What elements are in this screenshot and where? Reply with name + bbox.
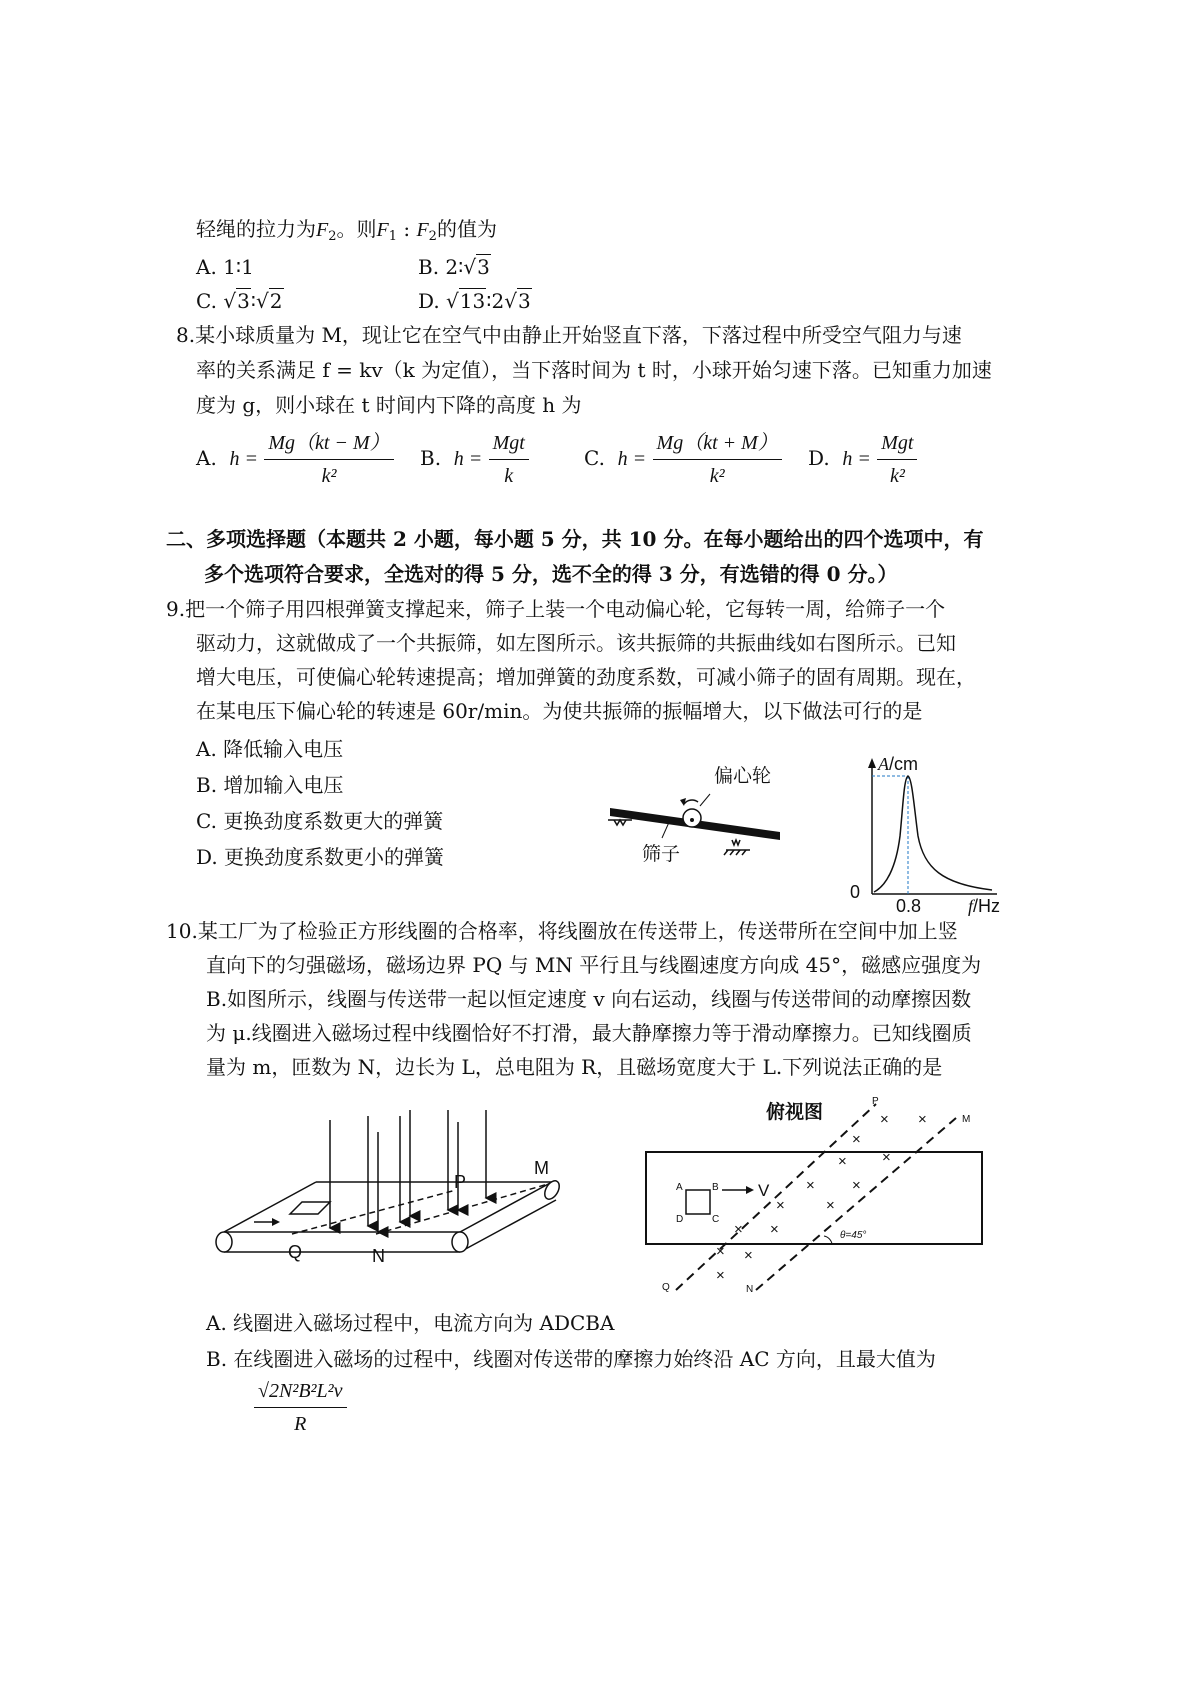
section2-heading-1: 二、多项选择题（本题共 2 小题，每小题 5 分，共 10 分。在每小题给出的四个选项中，有 xyxy=(166,527,984,551)
angle-arc xyxy=(824,1236,832,1244)
svg-text:×: × xyxy=(918,1111,927,1128)
q8-option-a: A. h = $\frac{Mg(kt - M)}{\text{k²}}$ xyxy=(196,430,394,489)
q9-line-3: 增大电压，可使偏心轮转速提高；增加弹簧的劲度系数，可减小筛子的固有周期。现在， xyxy=(196,665,976,689)
q8-option-c: C. h = $\frac{Mg(kt + M)}{\text{k²}}$ xyxy=(584,430,782,489)
q9-line-1: 9.把一个筛子用四根弹簧支撑起来，筛子上装一个电动偏心轮，它每转一周，给筛子一个 xyxy=(166,597,946,621)
belt-direction-arrow-icon xyxy=(254,1218,280,1226)
belt-outline xyxy=(646,1152,982,1244)
q9-sieve-figure xyxy=(600,760,800,870)
belt xyxy=(216,1178,562,1252)
q7-option-c: C. √3∶√2 xyxy=(196,289,283,313)
q7-tail-line: 轻绳的拉力为$F_2$。则$F_1$ : $F_2$的值为 xyxy=(196,217,497,244)
svg-text:×: × xyxy=(852,1131,861,1148)
wheel-leader-line xyxy=(700,794,710,806)
label-q: Q xyxy=(288,1242,303,1262)
svg-text:×: × xyxy=(776,1197,785,1214)
svg-text:×: × xyxy=(806,1177,815,1194)
label-n: N xyxy=(746,1284,754,1295)
label-n: N xyxy=(372,1246,385,1266)
peak-tick-label: 0.8 xyxy=(896,896,922,916)
svg-text:×: × xyxy=(838,1153,847,1170)
q9-option-b: B. 增加输入电压 xyxy=(196,773,344,797)
q7-option-b: B. 2∶√3 xyxy=(418,255,490,279)
q9-option-c: C. 更换劲度系数更大的弹簧 xyxy=(196,809,444,833)
svg-text:×: × xyxy=(734,1221,743,1238)
svg-text:×: × xyxy=(852,1177,861,1194)
velocity-arrow-icon xyxy=(722,1186,754,1194)
q10-option-b: B. 在线圈进入磁场的过程中，线圈对传送带的摩擦力始终沿 AC 方向，且最大值为 xyxy=(206,1347,936,1371)
right-spring-icon xyxy=(724,840,750,855)
q7-option-a: A. 1∶1 xyxy=(196,255,254,279)
velocity-label: V xyxy=(758,1181,770,1200)
label-p: P xyxy=(454,1172,467,1192)
q10-line-3: B.如图所示，线圈与传送带一起以恒定速度 v 向右运动，线圈与传送带间的动摩擦因数 xyxy=(206,987,972,1011)
coil-corner-d: D xyxy=(676,1214,684,1225)
top-view-title: 俯视图 xyxy=(766,1102,824,1123)
resonance-curve xyxy=(874,776,992,892)
coil-square xyxy=(686,1190,710,1214)
q8-line-2: 率的关系满足 f = kv（k 为定值），当下落时间为 t 时，小球开始匀速下落。已知重力加速 xyxy=(196,358,992,382)
q10-line-4: 为 μ.线圈进入磁场过程中线圈恰好不打滑，最大静摩擦力等于滑动摩擦力。已知线圈质 xyxy=(206,1021,972,1045)
y-axis-arrow-icon xyxy=(868,758,876,768)
q9-option-d: D. 更换劲度系数更小的弹簧 xyxy=(196,845,445,869)
q9-line-2: 驱动力，这就做成了一个共振筛，如左图所示。该共振筛的共振曲线如右图所示。已知 xyxy=(196,631,956,655)
svg-text:×: × xyxy=(826,1197,835,1214)
q10-option-b-fraction: $\frac{\text{√2N²B²L²v}}{R}$ xyxy=(254,1378,347,1437)
label-m: M xyxy=(534,1158,549,1178)
coil-corner-c: C xyxy=(712,1214,720,1225)
coil-corner-a: A xyxy=(676,1182,683,1193)
q10-line-5: 量为 m，匝数为 N，边长为 L，总电阻为 R，且磁场宽度大于 L.下列说法正确的是 xyxy=(206,1055,943,1079)
q8-option-d: D. h = $\frac{\text{Mgt}}{\text{k²}}$ xyxy=(808,430,917,489)
coil-corner-b: B xyxy=(712,1182,719,1193)
label-m: M xyxy=(962,1114,971,1125)
q8-option-b: B. h = $\frac{\text{Mgt}}{k}$ xyxy=(420,430,529,489)
origin-label: 0 xyxy=(850,882,861,902)
q8-line-1: 8.某小球质量为 M，现让它在空气中由静止开始竖直下落，下落过程中所受空气阻力与速 xyxy=(176,323,962,347)
label-q: Q xyxy=(662,1282,670,1293)
label-p: P xyxy=(872,1096,879,1107)
wheel-label: 偏心轮 xyxy=(714,766,772,787)
q9-chart-x-label: f/Hz xyxy=(968,896,1001,916)
svg-text:×: × xyxy=(744,1247,753,1264)
left-spring-icon xyxy=(608,820,632,825)
svg-text:×: × xyxy=(770,1221,779,1238)
y-axis-label: A/cm xyxy=(878,754,918,774)
q10-top-view-figure xyxy=(636,1094,1016,1294)
q8-line-3: 度为 g，则小球在 t 时间内下降的高度 h 为 xyxy=(196,393,582,417)
field-cross-marks xyxy=(716,1111,927,1284)
q9-option-a: A. 降低输入电压 xyxy=(196,737,344,761)
field-lines xyxy=(330,1110,486,1232)
svg-text:×: × xyxy=(716,1243,725,1260)
q9-line-4: 在某电压下偏心轮的转速是 60r/min。为使共振筛的振幅增大，以下做法可行的是 xyxy=(196,699,923,723)
sieve-label: 筛子 xyxy=(642,844,681,865)
q10-line-2: 直向下的匀强磁场，磁场边界 PQ 与 MN 平行且与线圈速度方向成 45°，磁感应强度为 xyxy=(206,953,982,977)
svg-text:×: × xyxy=(880,1111,889,1128)
coil-square xyxy=(290,1202,330,1214)
q10-line-1: 10.某工厂为了检验正方形线圈的合格率，将线圈放在传送带上，传送带所在空间中加上竖 xyxy=(166,919,958,943)
svg-text:×: × xyxy=(882,1149,891,1166)
section2-heading-2: 多个选项符合要求，全选对的得 5 分，选不全的得 3 分，有选错的得 0 分。） xyxy=(204,562,898,586)
q7-option-d: D. √13∶2√3 xyxy=(418,289,531,313)
q10-option-a: A. 线圈进入磁场过程中，电流方向为 ADCBA xyxy=(206,1311,615,1335)
q9-resonance-chart xyxy=(850,754,1002,916)
svg-text:×: × xyxy=(716,1267,725,1284)
angle-label: θ=45° xyxy=(840,1230,867,1241)
q10-conveyor-3d-figure xyxy=(210,1110,610,1270)
